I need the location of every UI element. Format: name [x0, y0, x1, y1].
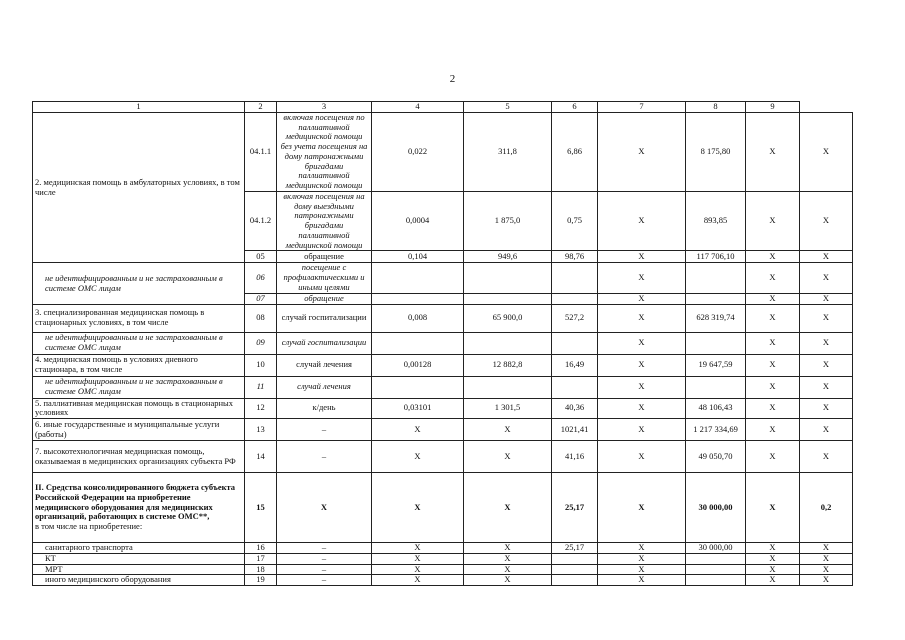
cell: X: [464, 575, 552, 586]
cell: 12 882,8: [464, 354, 552, 376]
cell: X: [598, 553, 686, 564]
cell: [686, 263, 746, 293]
cell: 0,104: [372, 251, 464, 263]
cell: X: [598, 304, 686, 332]
cell: X: [800, 112, 853, 191]
cell: X: [800, 251, 853, 263]
cell: X: [746, 251, 800, 263]
cell: 16,49: [552, 354, 598, 376]
cell: X: [800, 553, 853, 564]
col-number: 5: [464, 102, 552, 113]
section-subheading: в том числе на приобретение:: [35, 521, 143, 532]
col-number: 1: [33, 102, 245, 113]
cell: [686, 293, 746, 304]
unit-cell: обращение: [277, 251, 372, 263]
cell: 949,6: [464, 251, 552, 263]
row-label: 5. паллиативная медицинская помощь в стационарных условиях: [33, 398, 245, 419]
cell: X: [598, 354, 686, 376]
cell: [552, 564, 598, 575]
row-label: 2. медицинская помощь в амбулаторных условиях, в том числе: [33, 112, 245, 263]
cell: 0,75: [552, 191, 598, 251]
cell: X: [746, 564, 800, 575]
cell: X: [800, 543, 853, 554]
col-number: 2: [245, 102, 277, 113]
cell: X: [598, 112, 686, 191]
cell: 893,85: [686, 191, 746, 251]
cell: 41,16: [552, 441, 598, 473]
cell: X: [372, 553, 464, 564]
cell: X: [598, 191, 686, 251]
cell: 0,03101: [372, 398, 464, 419]
row-code: 05: [245, 251, 277, 263]
cell: 30 000,00: [686, 543, 746, 554]
table-row: [33, 564, 853, 575]
cell: [686, 332, 746, 354]
cell: X: [464, 553, 552, 564]
cell: 1 217 334,69: [686, 419, 746, 441]
cell: 311,8: [464, 112, 552, 191]
cell: X: [746, 575, 800, 586]
cell: X: [598, 564, 686, 575]
cell: X: [598, 441, 686, 473]
table-row: [33, 419, 853, 441]
cell: X: [800, 263, 853, 293]
row-label: 4. медицинская помощь в условиях дневного стационара, в том числе: [33, 354, 245, 376]
cell: X: [800, 354, 853, 376]
cell: X: [372, 441, 464, 473]
table-row: [33, 263, 853, 293]
cell: 98,76: [552, 251, 598, 263]
row-code: 14: [245, 441, 277, 473]
row-code: 04.1.1: [245, 112, 277, 191]
cell: X: [464, 564, 552, 575]
cell: X: [372, 543, 464, 554]
column-number-row: [33, 102, 853, 113]
table-row: [33, 332, 853, 354]
cell: 1 301,5: [464, 398, 552, 419]
unit-cell: включая посещения на дому выездными патронажными бригадами паллиативной медицинской помощи: [277, 191, 372, 251]
cell: X: [800, 191, 853, 251]
cell: 8 175,80: [686, 112, 746, 191]
unit-cell: случай госпитализации: [277, 304, 372, 332]
row-label: не идентифицированным и не застрахованным в системе ОМС лицам: [33, 263, 245, 304]
cell: X: [800, 376, 853, 398]
row-code: 11: [245, 376, 277, 398]
cell: X: [598, 332, 686, 354]
cell: [552, 263, 598, 293]
unit-cell: –: [277, 419, 372, 441]
row-code: 17: [245, 553, 277, 564]
cell: X: [800, 441, 853, 473]
cell: 49 050,70: [686, 441, 746, 473]
cell: X: [746, 263, 800, 293]
table-row: [33, 441, 853, 473]
cell: X: [464, 419, 552, 441]
cell: X: [598, 293, 686, 304]
row-code: 16: [245, 543, 277, 554]
cell: X: [598, 575, 686, 586]
cell: X: [746, 543, 800, 554]
cell: [552, 575, 598, 586]
table-row: [33, 543, 853, 554]
cell: [372, 293, 464, 304]
table-row: [33, 376, 853, 398]
cell: X: [746, 304, 800, 332]
unit-cell: X: [277, 473, 372, 543]
cell: X: [598, 543, 686, 554]
cell: [686, 376, 746, 398]
cell: X: [746, 376, 800, 398]
row-label: 7. высокотехнологичная медицинская помощь, оказываемая в медицинских организациях субъекта РФ: [33, 441, 245, 473]
cell: X: [746, 419, 800, 441]
cell: X: [372, 564, 464, 575]
cell: [372, 376, 464, 398]
unit-cell: посещение с профилактическими и иными целями: [277, 263, 372, 293]
financing-table: [32, 101, 853, 586]
row-code: 10: [245, 354, 277, 376]
cell: 6,86: [552, 112, 598, 191]
row-label: КТ: [33, 553, 245, 564]
unit-cell: включая посещения по паллиативной медицинской помощи без учета посещения на дому патронажными бригадами паллиативной медицинской помощи: [277, 112, 372, 191]
unit-cell: случай лечения: [277, 354, 372, 376]
table-row: [33, 553, 853, 564]
col-number: 4: [372, 102, 464, 113]
cell: X: [746, 293, 800, 304]
cell: X: [464, 473, 552, 543]
cell: [552, 293, 598, 304]
cell: X: [598, 473, 686, 543]
row-code: 09: [245, 332, 277, 354]
table-row: [33, 354, 853, 376]
cell: X: [746, 398, 800, 419]
col-number: 6: [552, 102, 598, 113]
cell: 117 706,10: [686, 251, 746, 263]
row-code: 12: [245, 398, 277, 419]
row-code: 06: [245, 263, 277, 293]
cell: X: [746, 354, 800, 376]
cell: X: [746, 191, 800, 251]
cell: [464, 376, 552, 398]
cell: 1 875,0: [464, 191, 552, 251]
cell: [464, 263, 552, 293]
page-number: 2: [449, 73, 456, 85]
row-code: 07: [245, 293, 277, 304]
row-code: 04.1.2: [245, 191, 277, 251]
col-number: 9: [746, 102, 800, 113]
cell: [464, 332, 552, 354]
table-row: [33, 398, 853, 419]
unit-cell: –: [277, 564, 372, 575]
table-row: [33, 304, 853, 332]
cell: [552, 332, 598, 354]
cell: X: [598, 263, 686, 293]
unit-cell: случай госпитализации: [277, 332, 372, 354]
unit-cell: к/день: [277, 398, 372, 419]
cell: X: [746, 112, 800, 191]
unit-cell: –: [277, 553, 372, 564]
cell: X: [464, 441, 552, 473]
cell: 40,36: [552, 398, 598, 419]
cell: [552, 553, 598, 564]
cell: 527,2: [552, 304, 598, 332]
row-label: 6. иные государственные и муниципальные услуги (работы): [33, 419, 245, 441]
cell: X: [800, 332, 853, 354]
cell: 0,022: [372, 112, 464, 191]
col-number: 3: [277, 102, 372, 113]
row-label: 3. специализированная медицинская помощь в стационарных условиях, в том числе: [33, 304, 245, 332]
cell: 19 647,59: [686, 354, 746, 376]
cell: X: [746, 553, 800, 564]
row-code: 18: [245, 564, 277, 575]
row-label: иного медицинского оборудования: [33, 575, 245, 586]
col-number: 8: [686, 102, 746, 113]
cell: X: [800, 398, 853, 419]
cell: [372, 332, 464, 354]
cell: X: [598, 398, 686, 419]
cell: 0,2: [800, 473, 853, 543]
cell: X: [800, 564, 853, 575]
cell: X: [746, 332, 800, 354]
cell: X: [800, 304, 853, 332]
cell: X: [372, 419, 464, 441]
cell: X: [372, 473, 464, 543]
row-code: 19: [245, 575, 277, 586]
cell: [686, 553, 746, 564]
cell: 0,00128: [372, 354, 464, 376]
cell: [372, 263, 464, 293]
cell: X: [598, 251, 686, 263]
unit-cell: обращение: [277, 293, 372, 304]
cell: [552, 376, 598, 398]
table-row: [33, 112, 853, 191]
row-label: не идентифицированным и не застрахованным в системе ОМС лицам: [33, 376, 245, 398]
col-number: 7: [598, 102, 686, 113]
cell: X: [800, 419, 853, 441]
table-row: [33, 575, 853, 586]
cell: 30 000,00: [686, 473, 746, 543]
cell: 25,17: [552, 543, 598, 554]
cell: X: [746, 441, 800, 473]
cell: 65 900,0: [464, 304, 552, 332]
row-label: санитарного транспорта: [33, 543, 245, 554]
cell: X: [598, 419, 686, 441]
cell: [686, 575, 746, 586]
cell: 25,17: [552, 473, 598, 543]
unit-cell: –: [277, 543, 372, 554]
row-code: 13: [245, 419, 277, 441]
cell: 48 106,43: [686, 398, 746, 419]
unit-cell: –: [277, 441, 372, 473]
cell: X: [800, 575, 853, 586]
cell: X: [598, 376, 686, 398]
row-label: не идентифицированным и не застрахованным в системе ОМС лицам: [33, 332, 245, 354]
cell: X: [746, 473, 800, 543]
row-label: МРТ: [33, 564, 245, 575]
row-label: [33, 473, 245, 543]
section-heading: II. Средства консолидированного бюджета субъекта Российской Федерации на приобретение медицинского оборудования для медицинских организаций, работающих в системе ОМС**,: [35, 482, 236, 522]
unit-cell: –: [277, 575, 372, 586]
cell: X: [464, 543, 552, 554]
cell: 628 319,74: [686, 304, 746, 332]
cell: X: [372, 575, 464, 586]
cell: [464, 293, 552, 304]
cell: 1021,41: [552, 419, 598, 441]
cell: 0,008: [372, 304, 464, 332]
cell: X: [800, 293, 853, 304]
table-row: [33, 473, 853, 543]
cell: [686, 564, 746, 575]
cell: 0,0004: [372, 191, 464, 251]
row-code: 15: [245, 473, 277, 543]
row-code: 08: [245, 304, 277, 332]
unit-cell: случай лечения: [277, 376, 372, 398]
